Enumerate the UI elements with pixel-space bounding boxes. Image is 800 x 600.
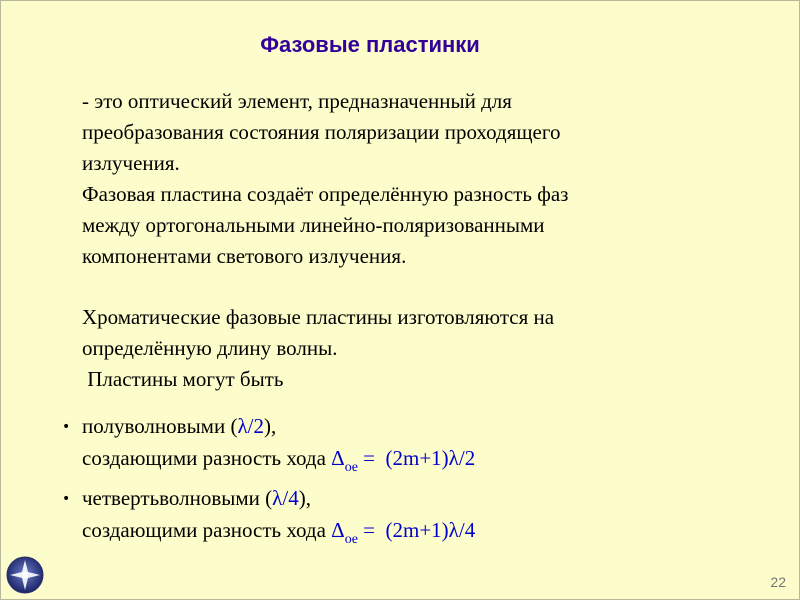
definition-line-2: преобразования состояния поляризации проходящего <box>82 120 561 144</box>
bullet-quarter-wave: • четвертьволновыми (λ/4), создающими разность хода $\Delta_{oe} = (2m+1)\lambda/4$ <box>62 483 762 555</box>
half-wave-formula: создающими разность хода $\Delta_{oe} = (2m+1)\lambda/2$ <box>82 446 476 475</box>
star-logo-icon <box>6 556 44 594</box>
quarter-wave-symbol: λ/4 <box>272 486 299 510</box>
chromatic-line-3: Пластины могут быть <box>82 367 284 391</box>
chromatic-line-2: определённую длину волны. <box>82 336 338 360</box>
bullet-icon: • <box>62 491 71 507</box>
body-text <box>82 86 762 395</box>
description-line-3: компонентами светового излучения. <box>82 244 407 268</box>
description-line-1: Фазовая пластина создаёт определённую разность фаз <box>82 182 569 206</box>
bullet-half-wave-label: полуволновыми ( <box>82 414 238 438</box>
description-line-2: между ортогональными линейно-поляризованными <box>82 213 545 237</box>
quarter-wave-formula: создающими разность хода $\Delta_{oe} = (2m+1)\lambda/4$ <box>82 518 476 547</box>
definition-line-1: - это оптический элемент, предназначенный для <box>82 89 512 113</box>
half-wave-symbol: λ/2 <box>237 414 264 438</box>
bullet-icon: • <box>62 419 71 435</box>
definition-line-3: излучения. <box>82 151 180 175</box>
chromatic-line-1: Хроматические фазовые пластины изготовляются на <box>82 305 555 329</box>
slide-title: Фазовые пластинки <box>260 32 480 57</box>
bullet-half-wave: • полуволновыми (λ/2), создающими разность хода $\Delta_{oe} = (2m+1)\lambda/2$ <box>62 411 762 483</box>
bullet-quarter-wave-label: четвертьволновыми ( <box>82 486 273 510</box>
page-number: 22 <box>770 574 786 590</box>
